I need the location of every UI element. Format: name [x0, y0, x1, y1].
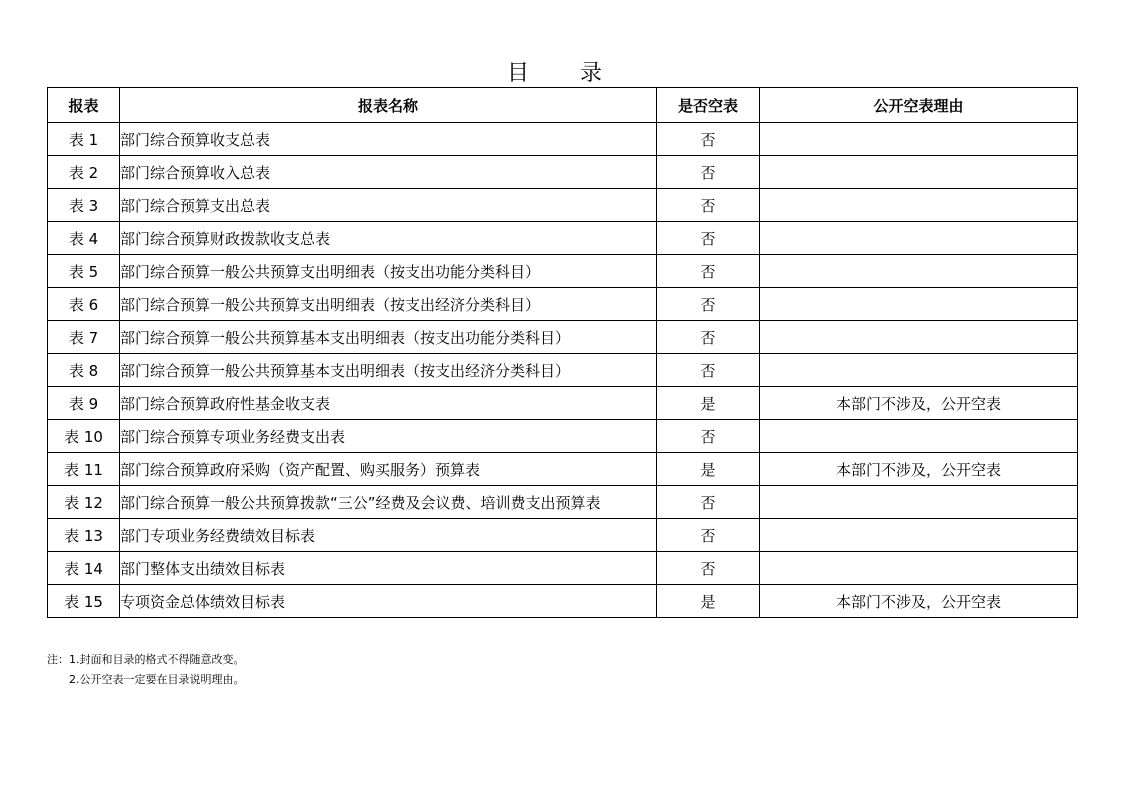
- row-reason: [760, 255, 1078, 288]
- row-empty: 是: [657, 585, 760, 618]
- table-row: [48, 123, 1078, 156]
- table-row: [48, 222, 1078, 255]
- row-name: 部门综合预算收支总表: [120, 123, 657, 156]
- row-reason: [760, 552, 1078, 585]
- row-reason: [760, 189, 1078, 222]
- table-row: [48, 486, 1078, 519]
- note-line-2: 2.公开空表一定要在目录说明理由。: [69, 673, 245, 686]
- row-empty: 否: [657, 552, 760, 585]
- header-reason: 公开空表理由: [760, 88, 1078, 123]
- row-name: 部门专项业务经费绩效目标表: [120, 519, 657, 552]
- row-reason: [760, 222, 1078, 255]
- table-row: [48, 321, 1078, 354]
- row-empty: 是: [657, 387, 760, 420]
- row-empty: 否: [657, 222, 760, 255]
- header-empty: 是否空表: [657, 88, 760, 123]
- row-name: 部门综合预算政府采购（资产配置、购买服务）预算表: [120, 453, 657, 486]
- row-num: 表 15: [48, 585, 120, 618]
- note-line-1: 注：1.封面和目录的格式不得随意改变。: [47, 653, 245, 666]
- row-name: 部门综合预算一般公共预算基本支出明细表（按支出经济分类科目）: [120, 354, 657, 387]
- row-num: 表 14: [48, 552, 120, 585]
- row-empty: 否: [657, 255, 760, 288]
- row-empty: 否: [657, 519, 760, 552]
- row-num: 表 2: [48, 156, 120, 189]
- row-num: 表 11: [48, 453, 120, 486]
- table-header-row: [48, 88, 1078, 123]
- row-reason: 本部门不涉及，公开空表: [760, 387, 1078, 420]
- row-empty: 否: [657, 420, 760, 453]
- table-row: [48, 354, 1078, 387]
- row-name: 专项资金总体绩效目标表: [120, 585, 657, 618]
- row-num: 表 13: [48, 519, 120, 552]
- table-row: [48, 189, 1078, 222]
- table-row: [48, 420, 1078, 453]
- table-row: [48, 255, 1078, 288]
- row-num: 表 4: [48, 222, 120, 255]
- header-num: 报表: [48, 88, 120, 123]
- row-num: 表 1: [48, 123, 120, 156]
- row-reason: [760, 156, 1078, 189]
- row-empty: 是: [657, 453, 760, 486]
- table-row: [48, 585, 1078, 618]
- row-num: 表 7: [48, 321, 120, 354]
- row-name: 部门综合预算一般公共预算支出明细表（按支出功能分类科目）: [120, 255, 657, 288]
- row-name: 部门综合预算财政拨款收支总表: [120, 222, 657, 255]
- header-name: 报表名称: [120, 88, 657, 123]
- row-empty: 否: [657, 321, 760, 354]
- table-row: [48, 453, 1078, 486]
- table-row: [48, 156, 1078, 189]
- row-reason: [760, 321, 1078, 354]
- row-num: 表 12: [48, 486, 120, 519]
- table-row: [48, 288, 1078, 321]
- row-name: 部门综合预算政府性基金收支表: [120, 387, 657, 420]
- row-name: 部门综合预算收入总表: [120, 156, 657, 189]
- row-num: 表 3: [48, 189, 120, 222]
- row-reason: [760, 123, 1078, 156]
- notes: [47, 650, 245, 690]
- row-name: 部门综合预算一般公共预算支出明细表（按支出经济分类科目）: [120, 288, 657, 321]
- row-name: 部门综合预算专项业务经费支出表: [120, 420, 657, 453]
- row-name: 部门综合预算一般公共预算基本支出明细表（按支出功能分类科目）: [120, 321, 657, 354]
- row-num: 表 6: [48, 288, 120, 321]
- row-reason: [760, 519, 1078, 552]
- row-reason: [760, 486, 1078, 519]
- page-title: 目 录: [507, 61, 624, 86]
- row-reason: 本部门不涉及，公开空表: [760, 585, 1078, 618]
- row-empty: 否: [657, 189, 760, 222]
- row-name: 部门整体支出绩效目标表: [120, 552, 657, 585]
- row-name: 部门综合预算支出总表: [120, 189, 657, 222]
- row-empty: 否: [657, 123, 760, 156]
- catalog-table: [47, 87, 1078, 618]
- table-row: [48, 387, 1078, 420]
- row-empty: 否: [657, 486, 760, 519]
- row-name: 部门综合预算一般公共预算拨款“三公”经费及会议费、培训费支出预算表: [120, 486, 657, 519]
- row-num: 表 8: [48, 354, 120, 387]
- row-num: 表 10: [48, 420, 120, 453]
- row-reason: [760, 354, 1078, 387]
- row-empty: 否: [657, 156, 760, 189]
- table-row: [48, 552, 1078, 585]
- table-row: [48, 519, 1078, 552]
- row-reason: 本部门不涉及，公开空表: [760, 453, 1078, 486]
- row-reason: [760, 288, 1078, 321]
- row-empty: 否: [657, 354, 760, 387]
- row-reason: [760, 420, 1078, 453]
- row-empty: 否: [657, 288, 760, 321]
- row-num: 表 9: [48, 387, 120, 420]
- row-num: 表 5: [48, 255, 120, 288]
